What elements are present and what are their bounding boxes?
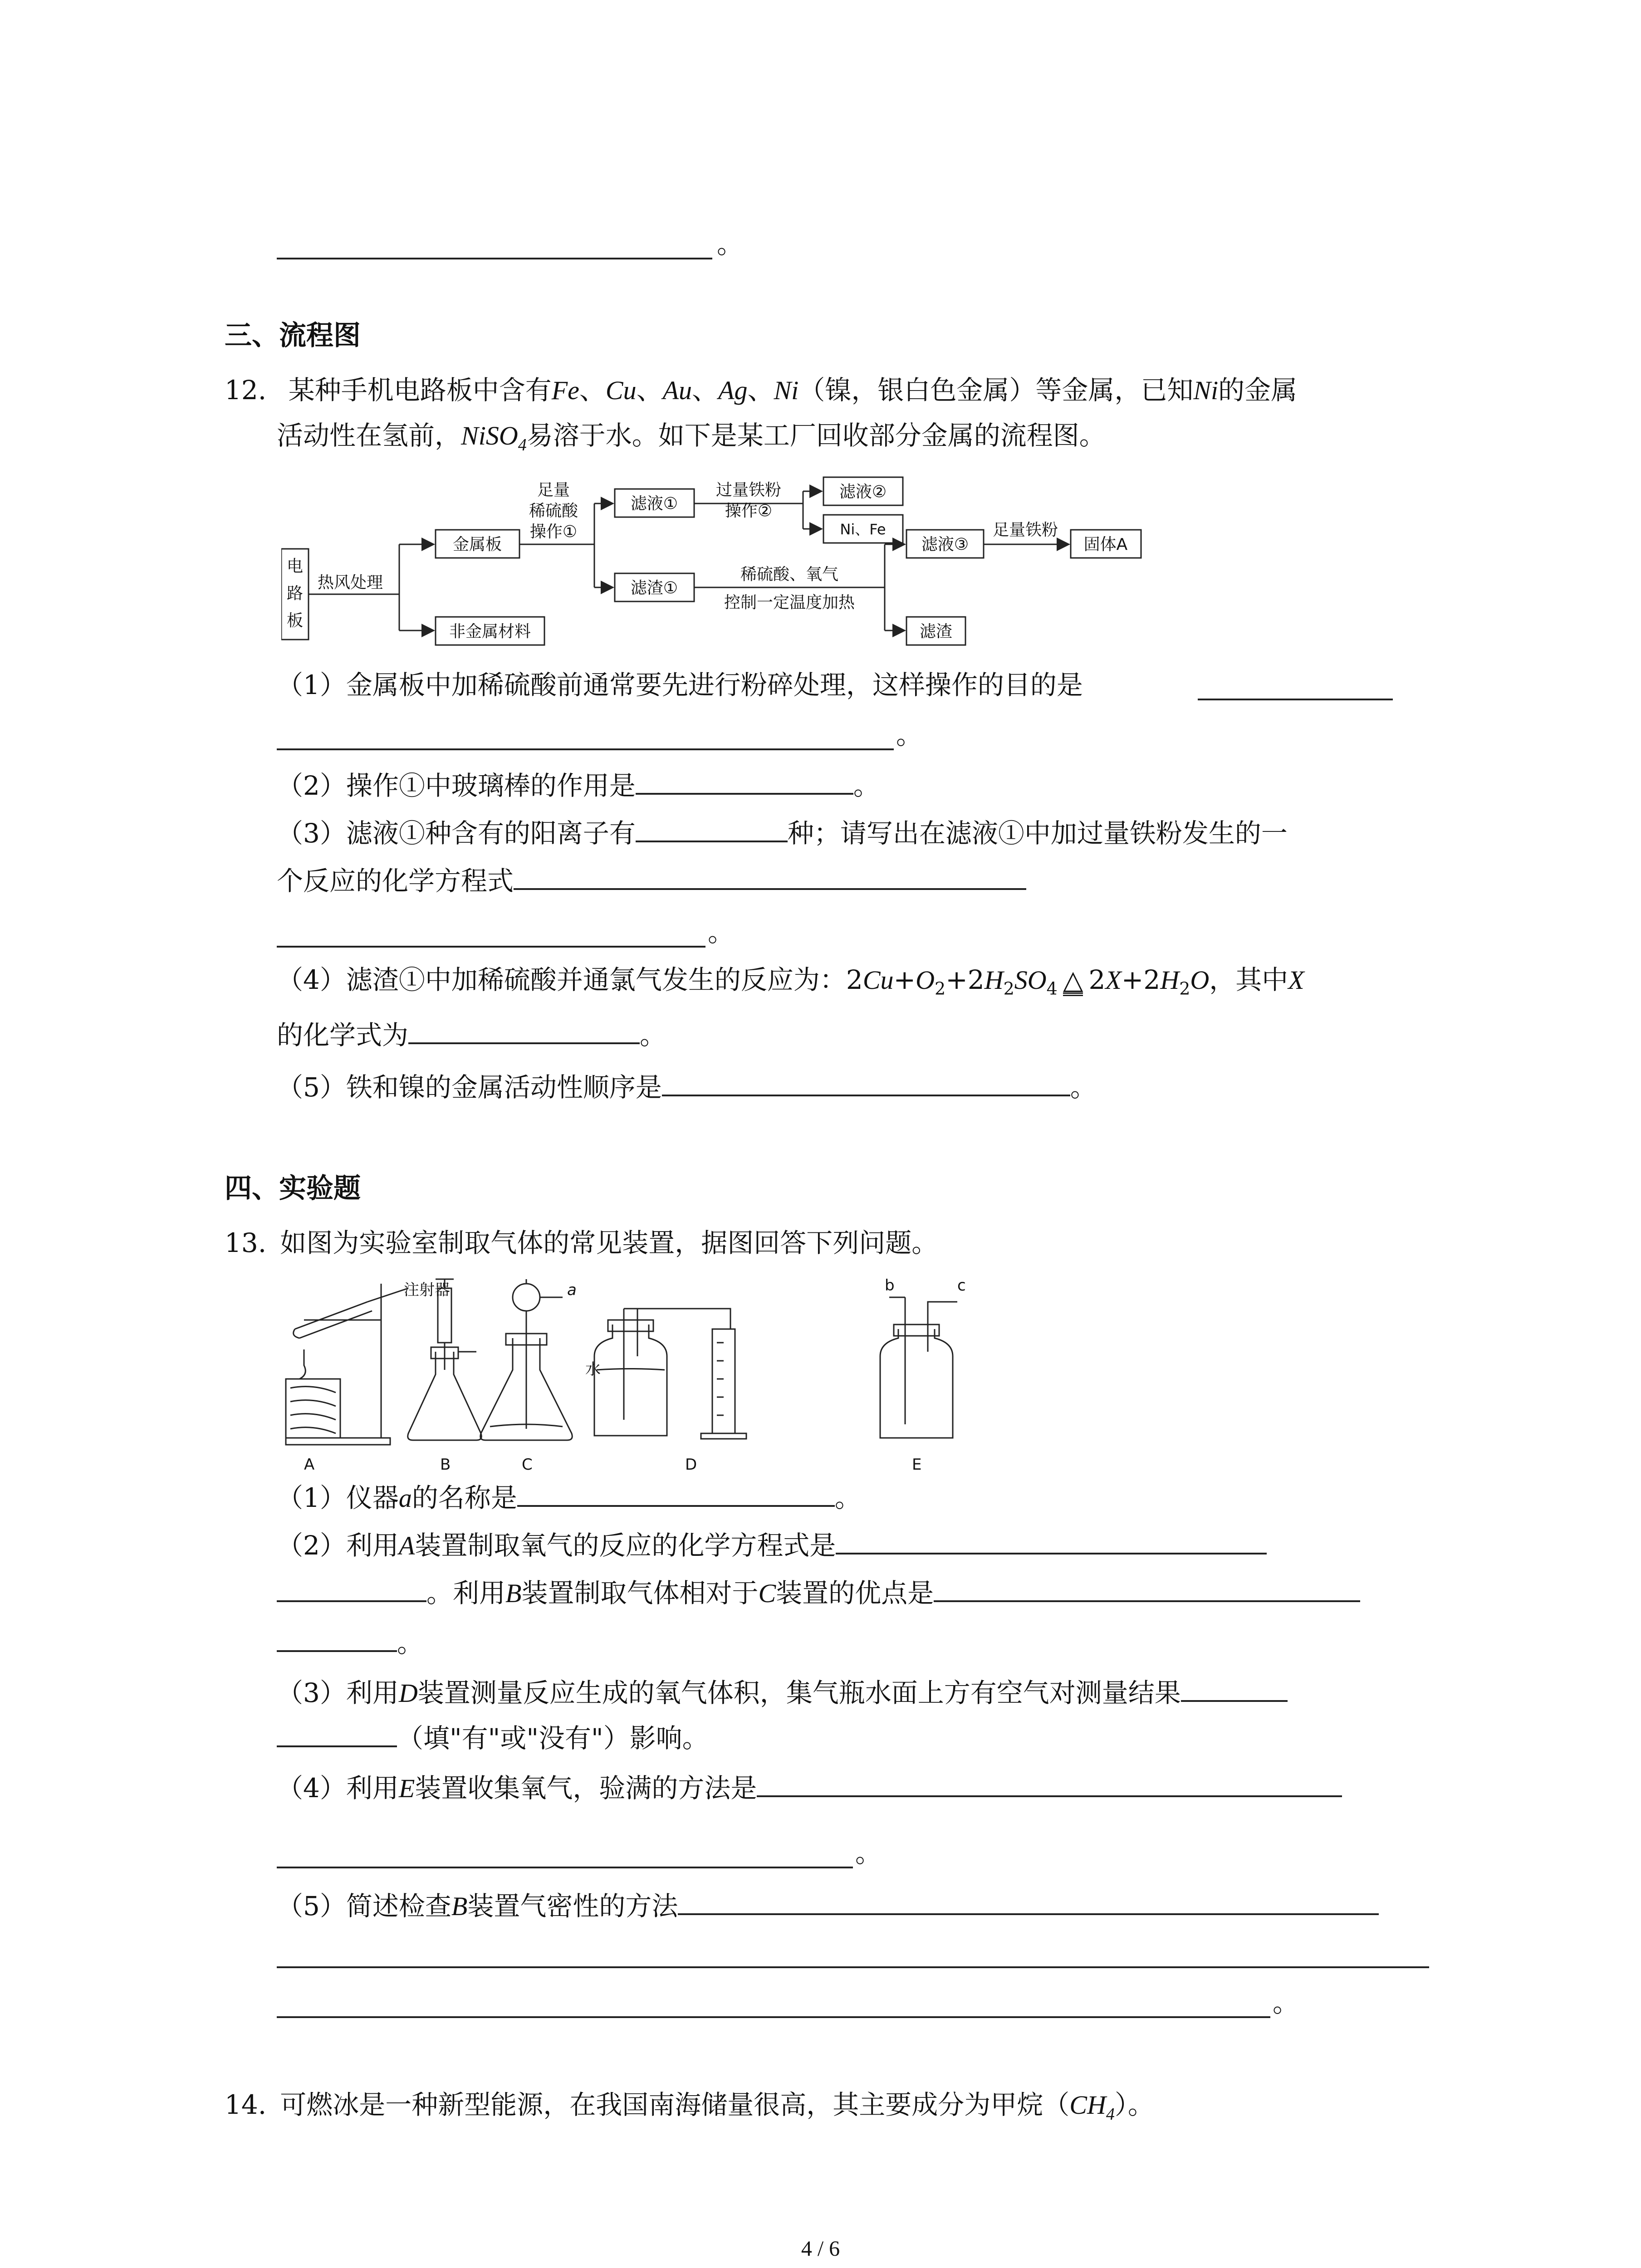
answer-blank[interactable] — [277, 946, 705, 948]
water-label: 水 — [585, 1360, 601, 1378]
period: 。 — [717, 229, 744, 259]
acid-label-3: 操作① — [529, 523, 578, 541]
sub-question-1: （1）金属板中加稀硫酸前通常要先进行粉碎处理，这样操作的目的是 — [277, 670, 1083, 700]
question-13-stem: 13. 如图为实验室制取气体的常见装置，据图回答下列问题。 — [225, 1227, 938, 1258]
question-number: 12. — [225, 375, 267, 406]
period: 。 — [708, 917, 735, 948]
question-number: 13. — [225, 1227, 267, 1258]
iron2-label: 足量铁粉 — [992, 521, 1058, 539]
q13-sub-5: （5）简述检查B装置气密性的方法 — [277, 1887, 1379, 1925]
oxy-label-2: 控制一定温度加热 — [724, 593, 855, 612]
hot-air-label: 热风处理 — [318, 573, 383, 592]
q13-sub-4: （4）利用E装置收集氧气，验满的方法是 — [277, 1769, 1342, 1807]
sub-question-2: （2）操作①中玻璃棒的作用是 。 — [277, 767, 880, 804]
apparatus-b — [408, 1279, 482, 1440]
iron-label-1: 过量铁粉 — [715, 481, 782, 499]
acid-label-1: 足量 — [537, 481, 570, 499]
flow-chart — [281, 472, 1171, 667]
board-char-1: 电 — [286, 557, 304, 576]
q13-sub-3: （3）利用D装置测量反应生成的氧气体积，集气瓶水面上方有空气对测量结果 — [277, 1674, 1288, 1711]
page-number: 4 / 6 — [801, 2237, 840, 2261]
syringe-label: 注射器 — [404, 1281, 450, 1299]
q13-sub-3-line2: （填"有"或"没有"）影响。 — [277, 1719, 709, 1756]
section-title: 三、流程图 — [225, 320, 361, 352]
answer-blank[interactable] — [517, 1479, 835, 1507]
apparatus-e — [880, 1297, 957, 1438]
sub-question-4-line2: 的化学式为 。 — [277, 1016, 666, 1053]
filtrate3-label: 滤液③ — [921, 535, 969, 554]
chemical-equation: $2Cu+O_2+2H_2SO_4$ △ $2X+2H_2O$ — [846, 964, 1210, 999]
sub-question-3: （3）滤液①种含有的阳离子有 种；请写出在滤液①中加过量铁粉发生的一 — [277, 814, 1288, 851]
residue-label: 滤渣 — [919, 622, 953, 641]
tube-b-label: b — [885, 1276, 895, 1295]
apparatus-figure — [277, 1270, 985, 1479]
answer-blank[interactable] — [408, 1016, 640, 1044]
answer-blank[interactable] — [662, 1068, 1070, 1096]
tube-c-label: c — [957, 1276, 966, 1295]
instrument-a-label: a — [567, 1281, 577, 1299]
answer-blank[interactable] — [1198, 699, 1393, 700]
acid-label-2: 稀硫酸 — [529, 502, 578, 520]
question-14: 14. 可燃冰是一种新型能源，在我国南海储量很高，其主要成分为甲烷$(CH_4)$。 — [225, 2089, 1154, 2124]
answer-blank[interactable] — [277, 2016, 1270, 2018]
heating-delta: △ — [1063, 964, 1083, 995]
apparatus-a — [286, 1284, 408, 1445]
section-title: 四、实验题 — [225, 1173, 361, 1204]
metal-plate-label: 金属板 — [452, 535, 502, 554]
q13-sub-1: （1）仪器a的名称是 。 — [277, 1479, 861, 1516]
q13-sub-2: （2）利用A装置制取氧气的反应的化学方程式是 — [277, 1526, 1267, 1564]
label-b: B — [440, 1456, 451, 1474]
answer-blank[interactable] — [514, 862, 1026, 890]
filtrate1-label: 滤液① — [630, 494, 678, 513]
answer-blank[interactable] — [934, 1574, 1360, 1602]
sub-question-4: （4）滤渣①中加稀硫酸并通氯气发生的反应为：$2Cu+O_2+2H_2SO_4$ △ $2X+2H_2O$，其中X — [277, 964, 1304, 999]
answer-blank[interactable] — [636, 767, 853, 795]
question-12-line1: 12. 某种手机电路板中含有Fe、Cu、Au、Ag、Ni（镍，银白色金属）等金属，已知Ni的金属 — [225, 375, 1298, 406]
solid-a-label: 固体A — [1083, 535, 1128, 554]
filtrate2-label: 滤液② — [839, 483, 887, 501]
answer-blank[interactable] — [277, 258, 712, 259]
label-a: A — [304, 1456, 315, 1474]
period: 。 — [896, 719, 923, 750]
answer-blank[interactable] — [836, 1526, 1267, 1554]
oxy-label-1: 稀硫酸、氧气 — [740, 565, 839, 584]
sub-question-3-line2: 个反应的化学方程式 — [277, 862, 1026, 899]
residue1-label: 滤渣① — [630, 579, 678, 597]
sub-question-5: （5）铁和镍的金属活动性顺序是 。 — [277, 1068, 1097, 1105]
apparatus-d — [594, 1309, 746, 1439]
answer-blank[interactable] — [277, 1966, 1429, 1968]
iron-label-2: 操作② — [725, 502, 773, 520]
answer-blank[interactable] — [636, 814, 788, 842]
ni-fe-label: Ni、Fe — [840, 521, 886, 538]
apparatus-c — [480, 1279, 573, 1440]
question-number: 14. — [225, 2089, 267, 2120]
period: 。 — [855, 1838, 882, 1868]
board-char-2: 路 — [286, 584, 304, 603]
answer-blank[interactable] — [277, 1574, 426, 1602]
answer-blank[interactable] — [757, 1769, 1342, 1797]
label-c: C — [522, 1456, 533, 1474]
question-12-line2: 活动性在氢前，NiSO$_4$易溶于水。如下是某工厂回收部分金属的流程图。 — [277, 420, 1106, 455]
q13-sub-2-line2: 。利用B装置制取气体相对于C装置的优点是 — [277, 1574, 1360, 1612]
period: 。 — [1273, 1987, 1299, 2018]
answer-blank[interactable] — [277, 1624, 397, 1652]
answer-blank[interactable] — [277, 1719, 397, 1747]
nonmetal-label: 非金属材料 — [449, 622, 531, 641]
label-e: E — [912, 1456, 922, 1474]
answer-blank[interactable] — [678, 1887, 1379, 1915]
label-d: D — [685, 1456, 697, 1474]
board-char-3: 板 — [286, 611, 304, 630]
answer-blank[interactable] — [277, 1867, 853, 1868]
answer-blank[interactable] — [277, 748, 894, 750]
q13-sub-2-line3: 。 — [277, 1624, 423, 1661]
answer-blank[interactable] — [1181, 1674, 1288, 1702]
